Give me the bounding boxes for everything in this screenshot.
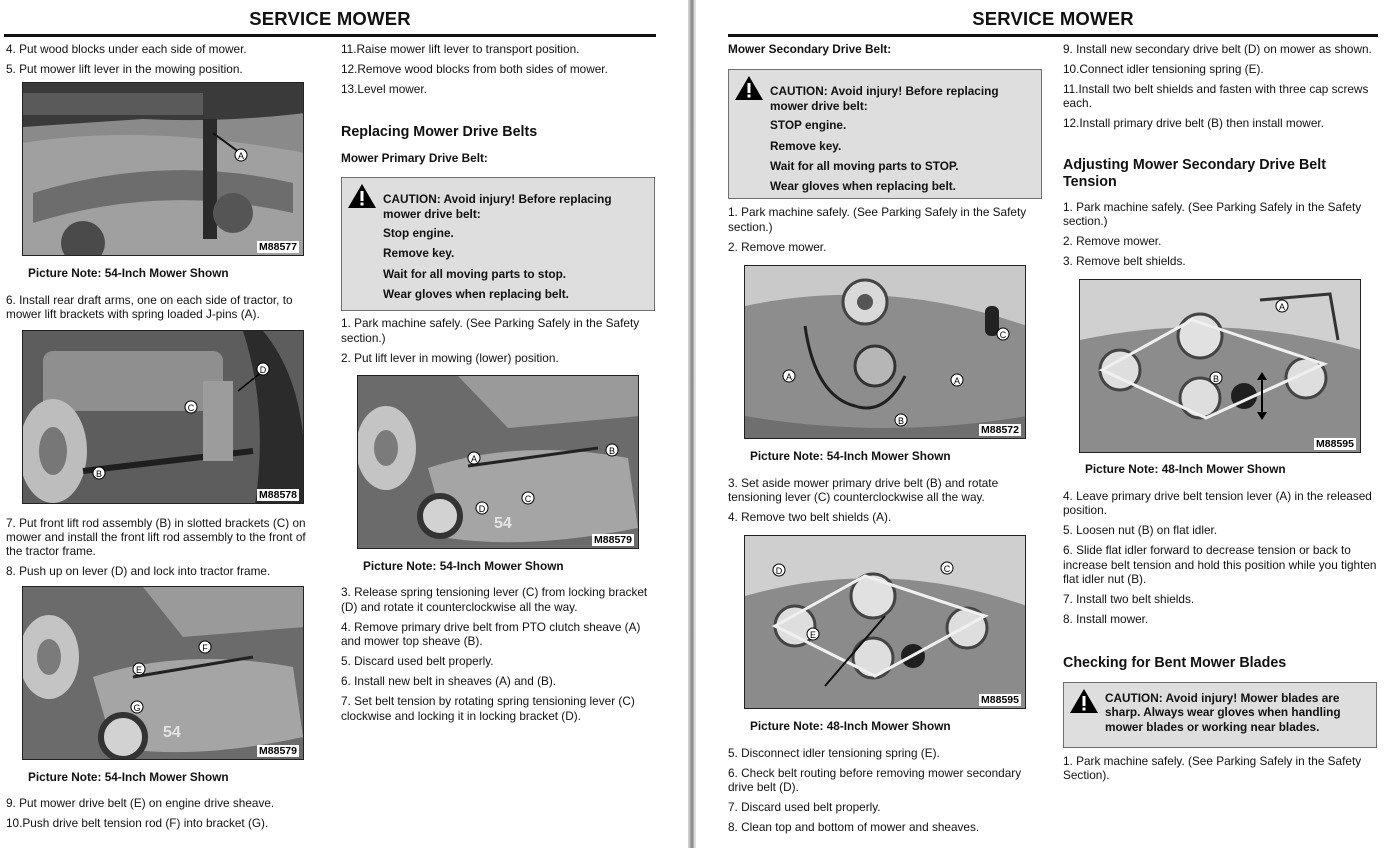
step-5: 5. Disconnect idler tensioning spring (E). xyxy=(728,745,940,760)
caution-box xyxy=(1063,682,1377,748)
caution-box xyxy=(341,177,655,311)
svg-text:D: D xyxy=(775,566,783,577)
svg-text:E: E xyxy=(809,630,817,641)
warning-triangle-icon xyxy=(1069,688,1099,714)
svg-text:D: D xyxy=(478,504,486,515)
section-heading: Replacing Mower Drive Belts xyxy=(341,124,538,141)
step-3: 3. Set aside mower primary drive belt (B) and rotate tensioning lever (C) counterclockwise all the way. xyxy=(728,475,999,505)
step-7: 7. Install two belt shields. xyxy=(1063,592,1195,607)
page-gutter xyxy=(688,0,696,848)
step-7: 7. Set belt tension by rotating spring tensioning lever (C) clockwise and locking it in locking bracket (D). xyxy=(341,694,635,723)
svg-text:D: D xyxy=(259,364,267,375)
right-page xyxy=(696,0,1391,848)
svg-text:B: B xyxy=(897,416,905,427)
step-2: 2. Remove mower. xyxy=(1063,234,1162,249)
step-6: 6. Install rear draft arms, one on each side of tractor, to mower lift brackets with spring loaded J-pins (A). xyxy=(6,292,293,322)
svg-text:A: A xyxy=(1278,302,1286,313)
step-4: 4. Remove two belt shields (A). xyxy=(728,510,892,525)
picture-note: Picture Note: 54-Inch Mower Shown xyxy=(750,449,951,464)
figure-m88595-a xyxy=(744,535,1026,709)
deck-top-photo-1 xyxy=(745,266,1026,439)
step-3: 3. Remove belt shields. xyxy=(1063,254,1186,269)
figure-m88579-right xyxy=(357,375,639,549)
lift-rod-photo xyxy=(23,331,304,504)
callout-a: A xyxy=(237,151,245,162)
figure-code: M88595 xyxy=(981,694,1019,707)
step-1: 1. Park machine safely. (See Parking Safely in the Safety section.) xyxy=(728,205,1027,234)
svg-text:A: A xyxy=(470,454,478,465)
picture-note: Picture Note: 54-Inch Mower Shown xyxy=(28,769,229,784)
figure-code: M88595 xyxy=(1316,438,1354,451)
step-11: 11.Install two belt shields and fasten with three cap screws each. xyxy=(1063,82,1369,111)
step-13: 13.Level mower. xyxy=(341,82,427,96)
deck-top-photo-2 xyxy=(745,536,1026,709)
svg-text:G: G xyxy=(133,702,141,713)
step-12: 12.Remove wood blocks from both sides of mower. xyxy=(341,62,608,76)
figure-code: M88579 xyxy=(594,534,632,547)
step-2: 2. Remove mower. xyxy=(728,239,827,254)
step-12: 12.Install primary drive belt (B) then install mower. xyxy=(1063,116,1324,131)
step-4: 4. Leave primary drive belt tension lever (A) in the released position. xyxy=(1063,488,1372,518)
caution-line: Remove key. xyxy=(383,246,455,261)
caution-heading: CAUTION: Avoid injury! Mower blades are sharp. Always wear gloves when handling mower blades or working near blades. xyxy=(1105,690,1341,734)
warning-triangle-icon xyxy=(734,75,764,101)
section-subheading: Mower Secondary Drive Belt: xyxy=(728,42,892,56)
picture-note: Picture Note: 54-Inch Mower Shown xyxy=(363,559,564,574)
page-title-right: SERVICE MOWER xyxy=(972,8,1134,29)
svg-text:54: 54 xyxy=(494,515,512,533)
section-heading: Adjusting Mower Secondary Drive Belt Tension xyxy=(1063,156,1326,191)
step-6: 6. Check belt routing before removing mower secondary drive belt (D). xyxy=(728,765,1022,795)
caution-heading: CAUTION: Avoid injury! Before replacing mower drive belt: xyxy=(770,84,999,113)
step-8: 8. Push up on lever (D) and lock into tractor frame. xyxy=(6,564,271,579)
caution-line: Remove key. xyxy=(770,138,842,153)
step-4: 4. Remove primary drive belt from PTO clutch sheave (A) and mower top sheave (B). xyxy=(341,619,641,649)
step-6: 6. Install new belt in sheaves (A) and (B). xyxy=(341,674,557,689)
figure-m88579-left xyxy=(22,586,304,760)
step-7: 7. Discard used belt properly. xyxy=(728,800,881,815)
step-5: 5. Put mower lift lever in the mowing position. xyxy=(6,62,243,76)
caution-line: Wear gloves when replacing belt. xyxy=(770,179,956,194)
step-9: 9. Install new secondary drive belt (D) on mower as shown. xyxy=(1063,42,1372,56)
picture-note: Picture Note: 48-Inch Mower Shown xyxy=(750,719,951,734)
figure-m88595-b xyxy=(1079,279,1361,453)
step-10: 10.Push drive belt tension rod (F) into bracket (G). xyxy=(6,816,269,831)
step-6: 6. Slide flat idler forward to decrease tension or back to increase belt tension and hold this position while you tighten flat idler nut (B). xyxy=(1063,543,1377,587)
column-1 xyxy=(6,42,316,836)
warning-triangle-icon xyxy=(347,183,377,209)
mower-deck-photo-3 xyxy=(358,376,639,549)
step-7: 7. Put front lift rod assembly (B) in slotted brackets (C) on mower and install the front lift rod assembly to the front of the tractor frame. xyxy=(6,515,306,559)
picture-note: Picture Note: 54-Inch Mower Shown xyxy=(28,266,229,281)
caution-line: Wait for all moving parts to stop. xyxy=(383,266,567,281)
section-subheading: Mower Primary Drive Belt: xyxy=(341,150,488,165)
column-2 xyxy=(341,42,661,729)
column-3 xyxy=(728,42,1044,840)
figure-m88578 xyxy=(22,330,304,504)
step-1: 1. Park machine safely. (See Parking Safely in the Safety Section). xyxy=(1063,753,1362,783)
title-rule-right xyxy=(728,34,1378,37)
step-2: 2. Put lift lever in mowing (lower) position. xyxy=(341,350,559,365)
svg-text:B: B xyxy=(95,468,103,479)
svg-text:54: 54 xyxy=(163,723,181,741)
svg-text:B: B xyxy=(1212,374,1220,385)
figure-code: M88577 xyxy=(259,241,297,254)
step-3: 3. Release spring tensioning lever (C) from locking bracket (D) and rotate it counterclockwise all the way. xyxy=(341,585,648,614)
caution-line: Wear gloves when replacing belt. xyxy=(383,287,569,302)
caution-heading: CAUTION: Avoid injury! Before replacing mower drive belt: xyxy=(383,192,612,221)
step-9: 9. Put mower drive belt (E) on engine drive sheave. xyxy=(6,796,275,811)
title-rule-left xyxy=(4,34,656,37)
step-1: 1. Park machine safely. (See Parking Safely in the Safety section.) xyxy=(341,316,640,345)
step-10: 10.Connect idler tensioning spring (E). xyxy=(1063,62,1264,76)
step-8: 8. Clean top and bottom of mower and sheaves. xyxy=(728,820,980,835)
svg-text:A: A xyxy=(785,372,793,383)
caution-line: Wait for all moving parts to STOP. xyxy=(770,159,959,174)
step-5: 5. Discard used belt properly. xyxy=(341,654,494,669)
step-5: 5. Loosen nut (B) on flat idler. xyxy=(1063,523,1218,538)
caution-line: Stop engine. xyxy=(383,226,454,241)
figure-m88577 xyxy=(22,82,304,256)
page-title-left: SERVICE MOWER xyxy=(249,8,411,29)
step-1: 1. Park machine safely. (See Parking Safely in the Safety section.) xyxy=(1063,199,1362,229)
mower-deck-photo-2 xyxy=(23,587,304,760)
left-page xyxy=(0,0,688,848)
svg-text:C: C xyxy=(943,564,951,575)
svg-text:F: F xyxy=(202,642,208,653)
figure-code: M88572 xyxy=(981,424,1019,437)
figure-code: M88578 xyxy=(259,488,297,501)
svg-text:C: C xyxy=(187,402,195,413)
section-heading: Checking for Bent Mower Blades xyxy=(1063,655,1287,672)
deck-top-photo-3 xyxy=(1080,280,1361,453)
step-11: 11.Raise mower lift lever to transport position. xyxy=(341,42,580,56)
caution-box xyxy=(728,69,1042,199)
figure-m88572 xyxy=(744,265,1026,439)
step-4: 4. Put wood blocks under each side of mower. xyxy=(6,42,247,56)
figure-code: M88579 xyxy=(259,744,297,757)
step-8: 8. Install mower. xyxy=(1063,612,1149,627)
svg-text:C: C xyxy=(524,494,532,505)
caution-line: STOP engine. xyxy=(770,118,847,133)
svg-text:A: A xyxy=(953,376,961,387)
picture-note: Picture Note: 48-Inch Mower Shown xyxy=(1085,462,1286,477)
svg-text:B: B xyxy=(608,446,616,457)
svg-text:E: E xyxy=(135,664,143,675)
svg-text:C: C xyxy=(999,330,1007,341)
mower-deck-photo-1 xyxy=(23,83,304,256)
column-4 xyxy=(1063,42,1381,788)
